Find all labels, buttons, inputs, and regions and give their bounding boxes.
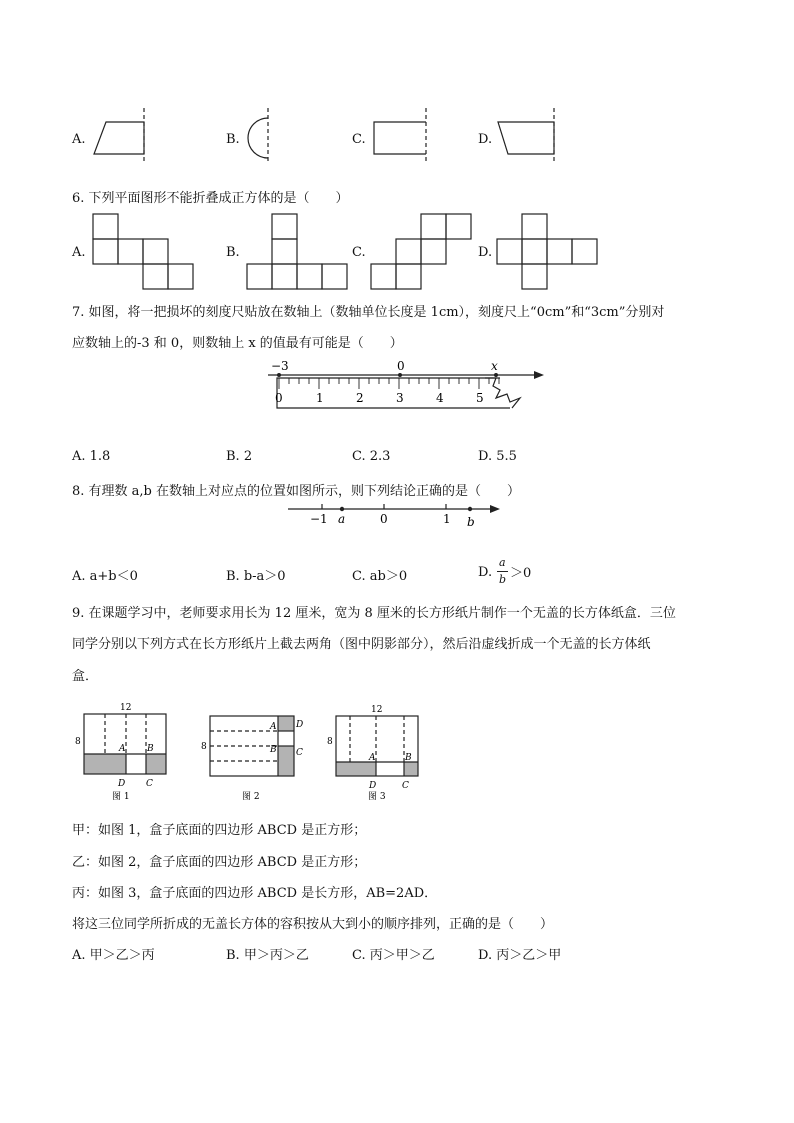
q8-axis-label-minus1: −1 — [310, 512, 328, 526]
q9-option-c: C. 丙＞甲＞乙 — [352, 948, 435, 963]
q9-jia-statement: 甲：如图 1，盒子底面的四边形 ABCD 是正方形； — [72, 823, 367, 838]
q6-option-c-label: C. — [352, 245, 366, 260]
q9-yi-statement: 乙：如图 2，盒子底面的四边形 ABCD 是正方形； — [72, 855, 367, 870]
q7-ruler-tick-4: 4 — [436, 391, 444, 405]
fig2-height-label: 8 — [201, 742, 207, 752]
q7-option-a: A. 1.8 — [72, 449, 111, 464]
q7-option-c: C. 2.3 — [352, 449, 391, 464]
q7-option-b: B. 2 — [226, 449, 253, 464]
q8-option-d-label: D. — [478, 565, 493, 580]
q7-ruler-tick-marks — [279, 378, 499, 389]
q6-option-c-net — [370, 213, 474, 291]
fig3-caption: 图 3 — [368, 792, 386, 802]
q6-option-a-net — [92, 213, 196, 291]
q8-option-d-suffix: ＞0 — [510, 566, 532, 581]
q6-option-b-net — [246, 213, 350, 291]
q5-option-a-label: A. — [72, 132, 86, 147]
q5-option-b-label: B. — [226, 132, 240, 147]
q8-axis-label-b: b — [467, 515, 475, 529]
q5-option-c-figure — [368, 106, 438, 166]
q7-ruler-numberline-figure — [260, 356, 550, 416]
q8-option-b: B. b-a＞0 — [226, 569, 286, 584]
q8-option-d-numerator: a — [499, 556, 506, 569]
q8-numberline-figure — [286, 500, 511, 530]
fig2-point-d: D — [296, 720, 304, 730]
q9-figure-2 — [200, 700, 310, 804]
q9-figure-1 — [72, 700, 172, 804]
fig1-height-label: 8 — [75, 737, 81, 747]
q7-axis-arrow-icon — [534, 371, 544, 379]
q6-stem: 6. 下列平面图形不能折叠成正方体的是（ ） — [72, 191, 349, 206]
q8-axis-arrow-icon — [490, 505, 500, 513]
q8-axis-label-a: a — [338, 512, 346, 526]
q9-option-a: A. 甲＞乙＞丙 — [72, 948, 155, 963]
q9-option-b: B. 甲＞丙＞乙 — [226, 948, 309, 963]
fig2-point-a: A — [270, 722, 277, 732]
fig3-point-c: C — [402, 781, 409, 791]
q7-ruler-tick-0: 0 — [275, 391, 283, 405]
q7-ruler-tick-1: 1 — [316, 391, 324, 405]
q7-stem-line2: 应数轴上的-3 和 0，则数轴上 x 的值最有可能是（ ） — [72, 336, 403, 351]
q6-option-a-label: A. — [72, 245, 86, 260]
q7-ruler-tick-3: 3 — [396, 391, 404, 405]
fig1-point-a: A — [119, 744, 126, 754]
q8-point-a — [340, 507, 344, 511]
q7-axis-label-minus3: −3 — [271, 359, 289, 373]
fig2-caption: 图 2 — [242, 792, 260, 802]
fig2-point-c: C — [296, 748, 303, 758]
q6-option-b-label: B. — [226, 245, 240, 260]
fig3-point-b: B — [405, 753, 412, 763]
q8-option-a: A. a+b＜0 — [72, 569, 138, 584]
q8-option-d-denominator: b — [499, 573, 507, 586]
q5-option-d-label: D. — [478, 132, 493, 147]
q5-option-d-figure — [496, 106, 566, 166]
q6-option-d-label: D. — [478, 245, 493, 260]
fig3-height-label: 8 — [327, 737, 333, 747]
q7-stem-line1: 7. 如图，将一把损坏的刻度尺贴放在数轴上（数轴单位长度是 1cm），刻度尺上“0cm”和“3cm”分别对 — [72, 305, 665, 320]
q9-option-d: D. 丙＞乙＞甲 — [478, 948, 562, 963]
q7-axis-label-x: x — [491, 359, 498, 373]
q5-option-a-figure — [90, 106, 150, 166]
fig1-point-c: C — [146, 779, 153, 789]
fig2-point-b: B — [270, 745, 277, 755]
fig1-caption: 图 1 — [112, 792, 130, 802]
q7-ruler-tick-2: 2 — [356, 391, 364, 405]
q9-figure-3 — [326, 700, 426, 804]
fig3-point-a: A — [369, 753, 376, 763]
q5-option-c-label: C. — [352, 132, 366, 147]
fig1-point-b: B — [147, 744, 154, 754]
q9-stem-line2: 同学分别以下列方式在长方形纸片上截去两角（图中阴影部分），然后沿虚线折成一个无盖的长方体纸 — [72, 637, 651, 652]
q7-ruler-broken-edge — [485, 378, 520, 408]
q7-axis-label-zero: 0 — [397, 359, 405, 373]
q8-axis-label-one: 1 — [443, 512, 451, 526]
fig3-width-label: 12 — [371, 705, 383, 715]
q6-option-d-net — [496, 213, 600, 291]
q8-axis-label-zero: 0 — [380, 512, 388, 526]
q8-option-c: C. ab＞0 — [352, 569, 408, 584]
q5-option-b-figure — [240, 106, 290, 166]
q7-ruler-tick-5: 5 — [476, 391, 484, 405]
q9-question: 将这三位同学所折成的无盖长方体的容积按从大到小的顺序排列，正确的是（ ） — [72, 917, 554, 932]
q8-stem: 8. 有理数 a,b 在数轴上对应点的位置如图所示，则下列结论正确的是（ ） — [72, 484, 521, 499]
q8-option-d-fraction-bar — [497, 571, 508, 572]
q9-stem-line1: 9. 在课题学习中，老师要求用长为 12 厘米，宽为 8 厘米的长方形纸片制作一个无盖的长方体纸盒．三位 — [72, 606, 676, 621]
q9-bing-statement: 丙：如图 3，盒子底面的四边形 ABCD 是长方形，AB=2AD． — [72, 886, 438, 901]
q8-point-b — [468, 507, 472, 511]
q7-option-d: D. 5.5 — [478, 449, 517, 464]
fig3-point-d: D — [369, 781, 377, 791]
q9-stem-line3: 盒． — [72, 669, 99, 684]
fig1-width-label: 12 — [120, 703, 132, 713]
fig1-point-d: D — [118, 779, 126, 789]
